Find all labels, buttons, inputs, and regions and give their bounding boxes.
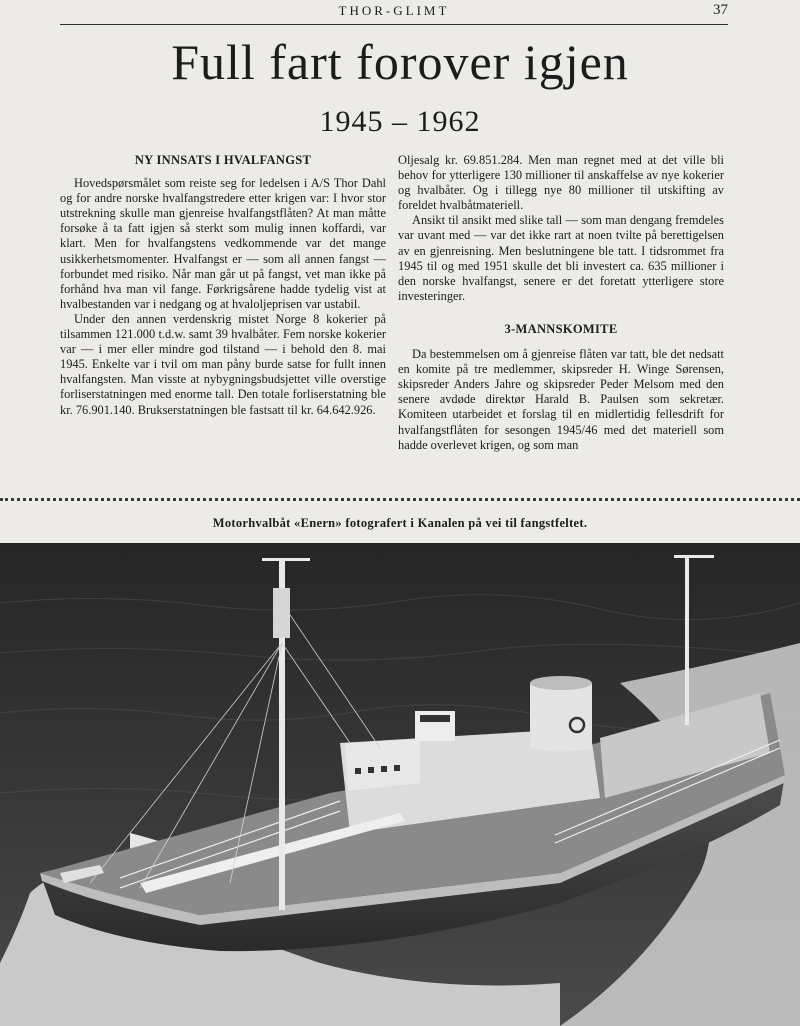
paragraph: Oljesalg kr. 69.851.284. Men man regnet med at det ville bli behov for ytterligere 130 millioner til anskaffelse av nye kokerier og hvalbåter. Og i tillegg nye 80 millioner til utskifting av foreldet hvalbåtmateriell.: [398, 153, 724, 213]
paragraph: Under den annen verdenskrig mistet Norge 8 kokerier på tilsammen 121.000 t.d.w. samt 39 hvalbåter. Fem norske kokerier var — i mer eller mindre god tilstand — i behold den 8. mai 1945. Enkelte var i tvil om man påny burde satse for fullt innen hvalfangsten. Man visste at nybygningsbudsjettet ville overstige forliserstatningen med enorme tall. Den totale forliserstatning ble kr. 76.901.140. Brukserstatningen ble fastsatt til kr. 64.642.926.: [60, 311, 386, 417]
page-number: 37: [713, 2, 728, 18]
photo-caption: Motorhvalbåt «Enern» fotografert i Kanalen på vei til fangstfeltet.: [212, 516, 588, 530]
right-column: [398, 153, 724, 453]
ship-illustration: [0, 543, 800, 1026]
article-subtitle: 1945 – 1962: [319, 105, 481, 138]
left-column: [60, 153, 386, 418]
section-heading-whaling: NY INNSATS I HVALFANGST: [134, 153, 312, 167]
paragraph: Ansikt til ansikt med slike tall — som man dengang fremdeles var uvant med — var det ikke rart at noen tvilte på berettigelsen av en gjenreisning. Men beslutningene ble tatt. I tidsrommet fra 1945 til og med 1951 skulle det bli investert ca. 635 millioner i den norske hvalfangst, senere er det foretatt ytterligere store investeringer.: [398, 213, 724, 303]
dotted-divider: [0, 498, 800, 501]
paragraph: Hovedspørsmålet som reiste seg for ledelsen i A/S Thor Dahl og for andre norske hvalfangstredere etter krigen var: I hvor stor utstrekning skulle man gjenreise hvalfangstflåten? At man måtte forsøke å ta fatt igjen så sterkt som mulig innen koffardi, var klart. Men for hvalfangstens vedkommende var det mange usikkerhetsmomenter. Hvalfangst er — som all annen fangst — forbundet med risiko. Når man går ut på fangst, vet man ikke på forhånd hva man vil fange. Førkrigsårene hadde tydelig vist at hvalbestanden var i nedgang og at hvaloljeprisen var ustabil.: [60, 176, 386, 311]
paragraph: Da bestemmelsen om å gjenreise flåten var tatt, ble det nedsatt en komite på tre medlemmer, skipsreder H. Winge Sørensen, skipsreder Anders Jahre og skipsreder Peder Melsom med den senere avdøde direktør Harald B. Paulsen som sekretær. Komiteen utarbeidet et forslag til en midlertidig fellesdrift for hvalfangstflåten for sesongen 1945/46 med det materiell som hadde overlevet krigen, og som man: [398, 347, 724, 452]
page-header: [60, 0, 728, 25]
article-title: Full fart forover igjen: [171, 34, 629, 90]
running-head: THOR-GLIMT: [338, 3, 450, 18]
whale-catcher-photo: [0, 543, 800, 1026]
section-heading-committee: 3-MANNSKOMITE: [504, 321, 618, 336]
